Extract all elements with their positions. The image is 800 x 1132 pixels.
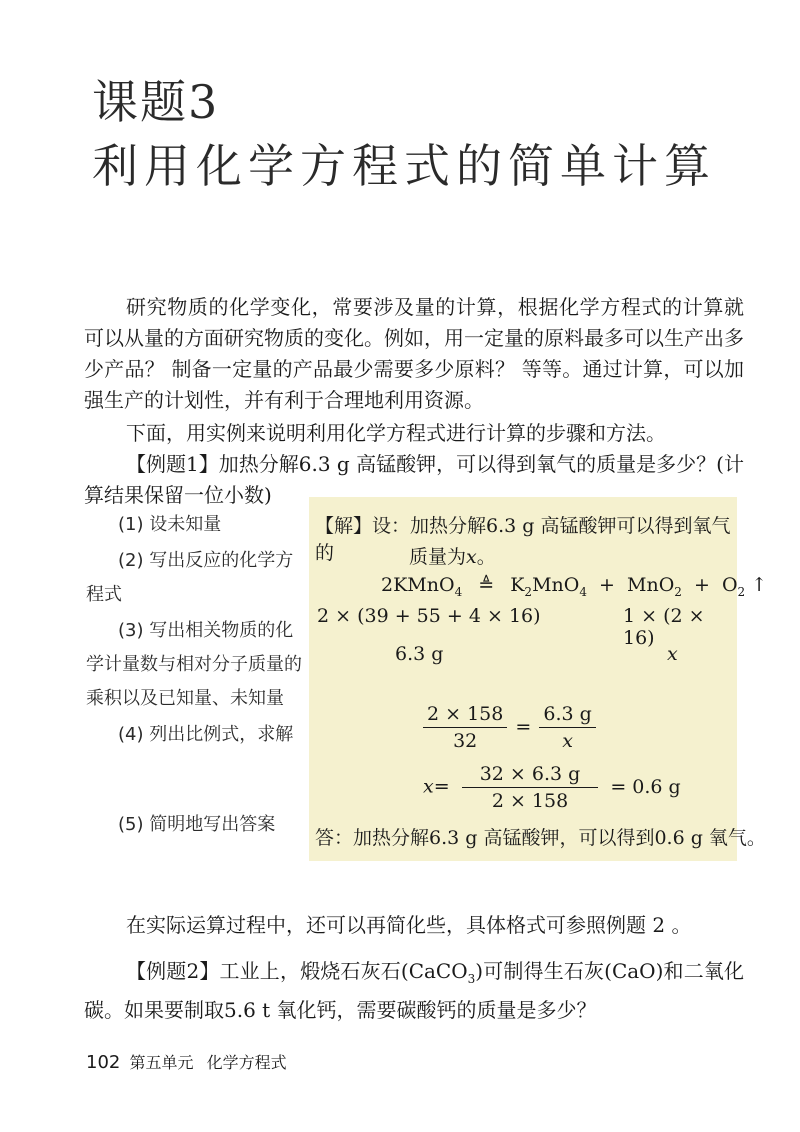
method-paragraph: 下面，用实例来说明利用化学方程式进行计算的步骤和方法。: [126, 421, 666, 445]
unit-label: 第五单元: [129, 1053, 194, 1072]
lesson-title: 利用化学方程式的简单计算: [92, 139, 716, 193]
result-fraction: $\frac{32 \times 6.3 g}{2 \times 158}$: [462, 763, 599, 812]
example-1-question: 【例题1】加热分解6.3 g 高锰酸钾，可以得到氧气的质量是多少？(计算结果保留一位小数): [84, 452, 744, 507]
page-footer: [86, 1050, 287, 1073]
mass-reactant: 2 × (39 + 55 + 4 × 16): [317, 605, 541, 627]
solution-setup: 【解】设：加热分解6.3 g 高锰酸钾可以得到氧气的: [315, 515, 731, 564]
result-equation: x= $\frac{32 \times 6.3 g}{2 \times 158}$ = 0.6 g: [423, 763, 681, 812]
step-4: (4) 列出比例式，求解: [118, 724, 294, 745]
simplification-note: 在实际运算过程中，还可以再简化些，具体格式可参照例题 2 。: [126, 913, 692, 937]
lesson-number: 课题3: [92, 75, 220, 129]
solution-setup-cont: 质量为x。: [409, 546, 496, 568]
step-2: (2) 写出反应的化学方程式: [86, 550, 294, 605]
unit-title: 化学方程式: [206, 1053, 287, 1072]
intro-paragraph: 研究物质的化学变化，常要涉及量的计算，根据化学方程式的计算就可以从量的方面研究物质的变化。例如，用一定量的原料最多可以生产出多少产品？ 制备一定量的产品最少需要多少原料？ 等等。通过计算，可以加强生产的计划性，并有利于合理地利用资源。: [84, 295, 744, 412]
steps-list: [86, 508, 306, 842]
solution-box: [309, 497, 768, 861]
step-5: (5) 简明地写出答案: [118, 814, 276, 835]
example-2-question: 【例题2】工业上，煅烧石灰石(CaCO$_3$)可制得生石灰(CaO)和二氧化碳。如果要制取5.6 t 氧化钙，需要碳酸钙的质量是多少？: [84, 959, 745, 1022]
mass-oxygen: 1 × (2 × 16): [623, 605, 705, 649]
step-3: (3) 写出相关物质的化学计量数与相对分子质量的乘积以及已知量、未知量: [86, 620, 302, 709]
known-mass: 6.3 g: [395, 643, 444, 665]
chemical-equation: 2KMnO$_4$ ≜ $K_2MnO_4 + MnO_2 + O_2$ ↑: [381, 574, 768, 599]
step-1: (1) 设未知量: [118, 514, 222, 535]
page-number: 102: [86, 1052, 121, 1073]
ratio-right: $\frac{6.3 g}{x}$: [539, 703, 595, 752]
solution-answer: 答：加热分解6.3 g 高锰酸钾，可以得到0.6 g 氧气。: [315, 827, 766, 849]
unknown-mass: x: [667, 643, 678, 665]
heat-arrow-icon: ≜: [478, 574, 495, 596]
gas-up-arrow-icon: ↑: [751, 574, 768, 596]
ratio-left: $\frac{2 \times 158}{32}$: [423, 703, 507, 752]
ratio-equation: $\frac{2 \times 158}{32}$ = $\frac{6.3 g}{x}$: [423, 703, 596, 752]
